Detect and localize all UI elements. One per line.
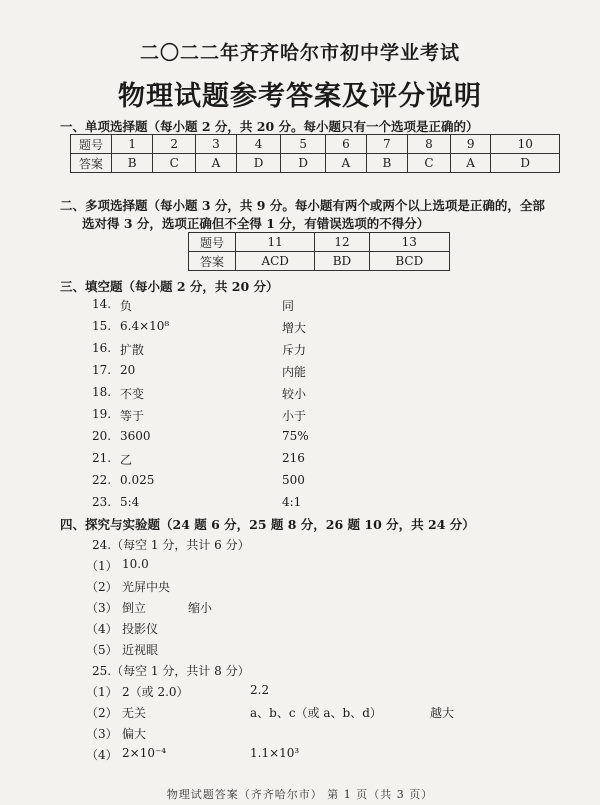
q25-part-2-answer2: a、b、c（或 a、b、d） — [250, 706, 382, 720]
section4-heading — [60, 515, 475, 533]
section3-heading — [60, 277, 279, 295]
fill-item-16-number: 16. — [92, 341, 112, 355]
table-row-question-numbers — [189, 233, 450, 252]
q25-part-1-answer1: 2（或 2.0） — [122, 685, 189, 699]
fill-item-15-answer1: 6.4×10⁸ — [120, 319, 170, 333]
question-number: 13 — [369, 233, 449, 252]
q25-heading: 25.（每空 1 分，共计 8 分） — [92, 664, 250, 678]
answer-cell: BCD — [369, 252, 449, 271]
section1-title: 一、单项选择题 — [60, 119, 148, 134]
section2-heading — [60, 196, 545, 214]
fill-item-22-answer2: 500 — [282, 473, 305, 487]
answer-cell: B — [366, 154, 407, 173]
question-number: 2 — [153, 135, 196, 154]
row-label: 题号 — [71, 135, 112, 154]
fill-item-19-answer2: 小于 — [282, 409, 307, 423]
row-label: 答案 — [71, 154, 112, 173]
question-number: 10 — [491, 135, 560, 154]
fill-item-20-answer2: 75% — [282, 429, 309, 443]
q25-part-4-answer1: 2×10⁻⁴ — [122, 746, 167, 760]
fill-item-16-answer1: 扩散 — [120, 343, 145, 357]
q24-part-1-answer: 10.0 — [122, 557, 149, 571]
fill-item-21-number: 21. — [92, 451, 112, 465]
section1-note: （每小题 2 分，共 20 分。每小题只有一个选项是正确的） — [147, 119, 479, 134]
section2-note-line2: 选对得 3 分，选项正确但不全得 1 分，有错误选项的不得分） — [82, 216, 430, 231]
question-number: 8 — [408, 135, 451, 154]
table-row-answers — [71, 154, 560, 173]
section4-note: （24 题 6 分，25 题 8 分，26 题 10 分，共 24 分） — [160, 517, 475, 532]
fill-item-18-answer2: 较小 — [282, 387, 307, 401]
answer-cell: D — [491, 154, 560, 173]
q24-part-2-answer: 光屏中央 — [122, 580, 171, 594]
multiple-choice-table — [188, 232, 450, 271]
fill-item-17-answer2: 内能 — [282, 365, 307, 379]
question-number: 6 — [326, 135, 367, 154]
section2-title: 二、多项选择题 — [60, 198, 148, 213]
q25-part-3-answer: 偏大 — [122, 727, 147, 741]
question-number: 12 — [315, 233, 369, 252]
q25-part-4-answer2: 1.1×10³ — [250, 746, 300, 760]
single-choice-table — [70, 134, 560, 173]
q24-part-4-label: （4） — [86, 622, 118, 636]
answer-cell: B — [112, 154, 153, 173]
fill-item-22-answer1: 0.025 — [120, 473, 155, 487]
row-label: 答案 — [189, 252, 236, 271]
fill-item-17-number: 17. — [92, 363, 112, 377]
table-row-answers — [189, 252, 450, 271]
q25-part-2-label: （2） — [86, 706, 118, 720]
q24-part-5-answer: 近视眼 — [122, 643, 159, 657]
question-number: 7 — [366, 135, 407, 154]
fill-item-23-answer2: 4:1 — [282, 495, 302, 509]
answer-cell: ACD — [236, 252, 315, 271]
fill-item-20-number: 20. — [92, 429, 112, 443]
q24-part-2-label: （2） — [86, 580, 118, 594]
question-number: 4 — [236, 135, 281, 154]
fill-item-17-answer1: 20 — [120, 363, 136, 377]
fill-item-14-number: 14. — [92, 297, 112, 311]
question-number: 11 — [236, 233, 315, 252]
section3-title: 三、填空题 — [60, 279, 123, 294]
q24-part-1-label: （1） — [86, 559, 118, 573]
section2-note-line1: （每小题 3 分，共 9 分。每小题有两个或两个以上选项是正确的，全部 — [147, 198, 545, 213]
answer-cell: A — [196, 154, 237, 173]
answer-cell: C — [153, 154, 196, 173]
question-number: 5 — [281, 135, 326, 154]
q25-part-2-answer3: 越大 — [430, 706, 455, 720]
exam-title: 二〇二二年齐齐哈尔市初中学业考试 — [139, 42, 460, 64]
fill-item-21-answer2: 216 — [282, 451, 305, 465]
q25-part-2-answer1: 无关 — [122, 706, 147, 720]
q24-part-4-answer: 投影仪 — [122, 622, 159, 636]
q25-part-3-label: （3） — [86, 727, 118, 741]
fill-item-15-answer2: 增大 — [282, 321, 307, 335]
q24-part-5-label: （5） — [86, 643, 118, 657]
answer-cell: D — [281, 154, 326, 173]
question-number: 3 — [196, 135, 237, 154]
fill-item-14-answer1: 负 — [120, 299, 133, 313]
answer-cell: A — [326, 154, 367, 173]
q25-part-1-answer2: 2.2 — [250, 683, 270, 697]
fill-item-18-answer1: 不变 — [120, 387, 145, 401]
fill-item-16-answer2: 斥力 — [282, 343, 307, 357]
fill-item-19-number: 19. — [92, 407, 112, 421]
row-label: 题号 — [189, 233, 236, 252]
fill-item-18-number: 18. — [92, 385, 112, 399]
q24-part-3-label: （3） — [86, 601, 118, 615]
question-number: 9 — [450, 135, 491, 154]
fill-item-21-answer1: 乙 — [120, 453, 133, 467]
section3-note: （每小题 2 分，共 20 分） — [122, 279, 279, 294]
answer-cell: BD — [315, 252, 369, 271]
q25-part-1-label: （1） — [86, 685, 118, 699]
fill-item-23-number: 23. — [92, 495, 112, 509]
answer-cell: A — [450, 154, 491, 173]
fill-item-22-number: 22. — [92, 473, 112, 487]
answer-cell: D — [236, 154, 281, 173]
q24-part-3-answer1: 倒立 — [122, 601, 147, 615]
section4-title: 四、探究与实验题 — [60, 517, 161, 532]
fill-item-23-answer1: 5:4 — [120, 495, 140, 509]
fill-item-20-answer1: 3600 — [120, 429, 151, 443]
q24-heading: 24.（每空 1 分，共计 6 分） — [92, 538, 250, 552]
answer-cell: C — [408, 154, 451, 173]
document-title: 物理试题参考答案及评分说明 — [118, 81, 482, 112]
fill-item-19-answer1: 等于 — [120, 409, 145, 423]
q24-part-3-answer2: 缩小 — [188, 601, 213, 615]
question-number: 1 — [112, 135, 153, 154]
fill-item-14-answer2: 同 — [282, 299, 295, 313]
q25-part-4-label: （4） — [86, 748, 118, 762]
fill-item-15-number: 15. — [92, 319, 112, 333]
table-row-question-numbers — [71, 135, 560, 154]
page-footer: 物理试题答案（齐齐哈尔市） 第 1 页（共 3 页） — [166, 788, 434, 801]
section1-heading — [60, 117, 479, 135]
